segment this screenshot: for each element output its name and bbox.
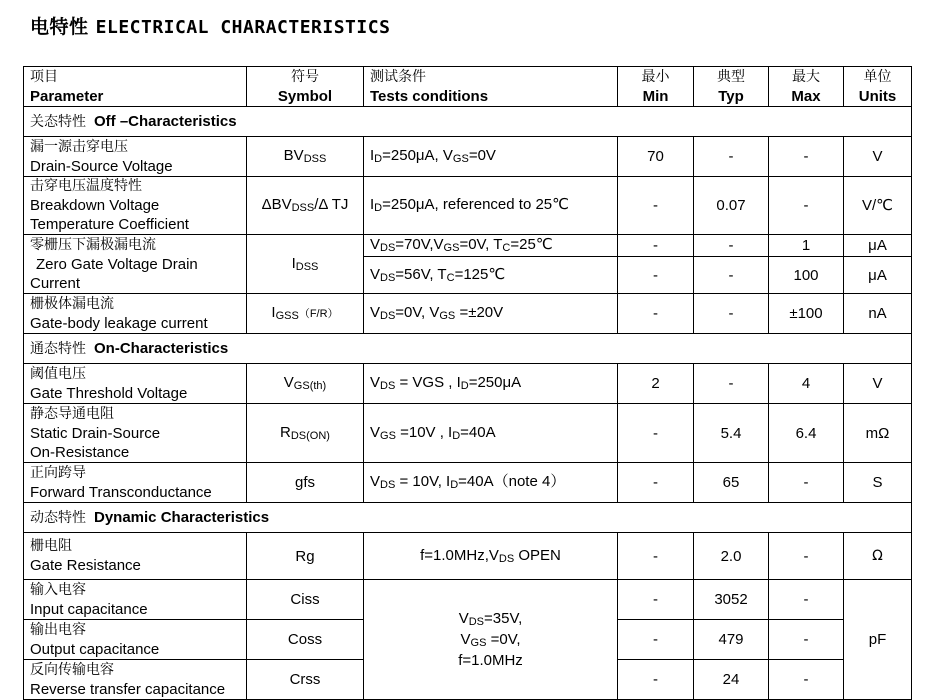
header-parameter: 项目 Parameter (24, 67, 247, 107)
section-dynamic: 动态特性 Dynamic Characteristics (24, 503, 912, 533)
page-title (30, 12, 390, 39)
table-row: 栅极体漏电流 Gate-body leakage current $I_{GSS}(F/R)$ $V_{DS}=0V$, $V_{GS} =\pm 20V$ - - ±100 nA (24, 294, 912, 334)
table-header-row (24, 67, 912, 107)
table-row: 击穿电压温度特性 Breakdown Voltage Temperature Coefficient $\Delta BV_{DSS}/\Delta$ TJ $I_D=250\mu A$, referenced to 25℃ - 0.07 - V/℃ (24, 177, 912, 235)
header-max: 最大 Max (769, 67, 844, 107)
electrical-characteristics-table (23, 66, 912, 700)
table-row: 输出电容 Output capacitance Coss - 479 - (24, 620, 912, 660)
table-row: $V_{DS}=56V$, $T_C=125℃$ - - 100 μA (24, 257, 912, 294)
table-row: 阈值电压 Gate Threshold Voltage $V_{GS(th)}$ $V_{DS}$ = VGS , $I_D=250\mu A$ 2 - 4 V (24, 364, 912, 404)
header-typ: 典型 Typ (694, 67, 769, 107)
header-units: 单位 Units (844, 67, 912, 107)
header-symbol: 符号 Symbol (247, 67, 364, 107)
capacitance-conditions: $V_{DS}=35V$, $V_{GS} =0V$, f=1.0MHz (364, 580, 618, 700)
header-min: 最小 Min (618, 67, 694, 107)
table-row: 反向传输电容 Reverse transfer capacitance Crss - 24 - (24, 660, 912, 700)
title-zh: 电特性 (30, 16, 89, 38)
section-off: 关态特性 Off –Characteristics (24, 107, 912, 137)
table-row: 零栅压下漏极漏电流 Zero Gate Voltage Drain Current $I_{DSS}$ $V_{DS}=70V,V_{GS}=0V$, $T_C=25℃$ - - 1 μA (24, 235, 912, 257)
header-conditions: 测试条件 Tests conditions (364, 67, 618, 107)
table-row: 输入电容 Input capacitance Ciss $V_{DS}=35V$, $V_{GS} =0V$, f=1.0MHz - 3052 - pF (24, 580, 912, 620)
table-row: 栅电阻 Gate Resistance Rg $f=1.0MHz,V_{DS}$ OPEN - 2.0 - Ω (24, 533, 912, 580)
section-on: 通态特性 On-Characteristics (24, 334, 912, 364)
title-en: ELECTRICAL CHARACTERISTICS (95, 17, 391, 38)
table-row: 静态导通电阻 Static Drain-Source On-Resistance $R_{DS(ON)}$ $V_{GS} =10V$ , $I_D=40A$ - 5.4 6.4 mΩ (24, 404, 912, 463)
table-row: 正向跨导 Forward Transconductance gfs $V_{DS} = 10V$, $I_D=40A(note$ 4） - 65 - S (24, 463, 912, 503)
table-row: 漏一源击穿电压 Drain-Source Voltage $BV_{DSS}$ $I_D=250\mu A$, $V_{GS}=0V$ 70 - - V (24, 137, 912, 177)
